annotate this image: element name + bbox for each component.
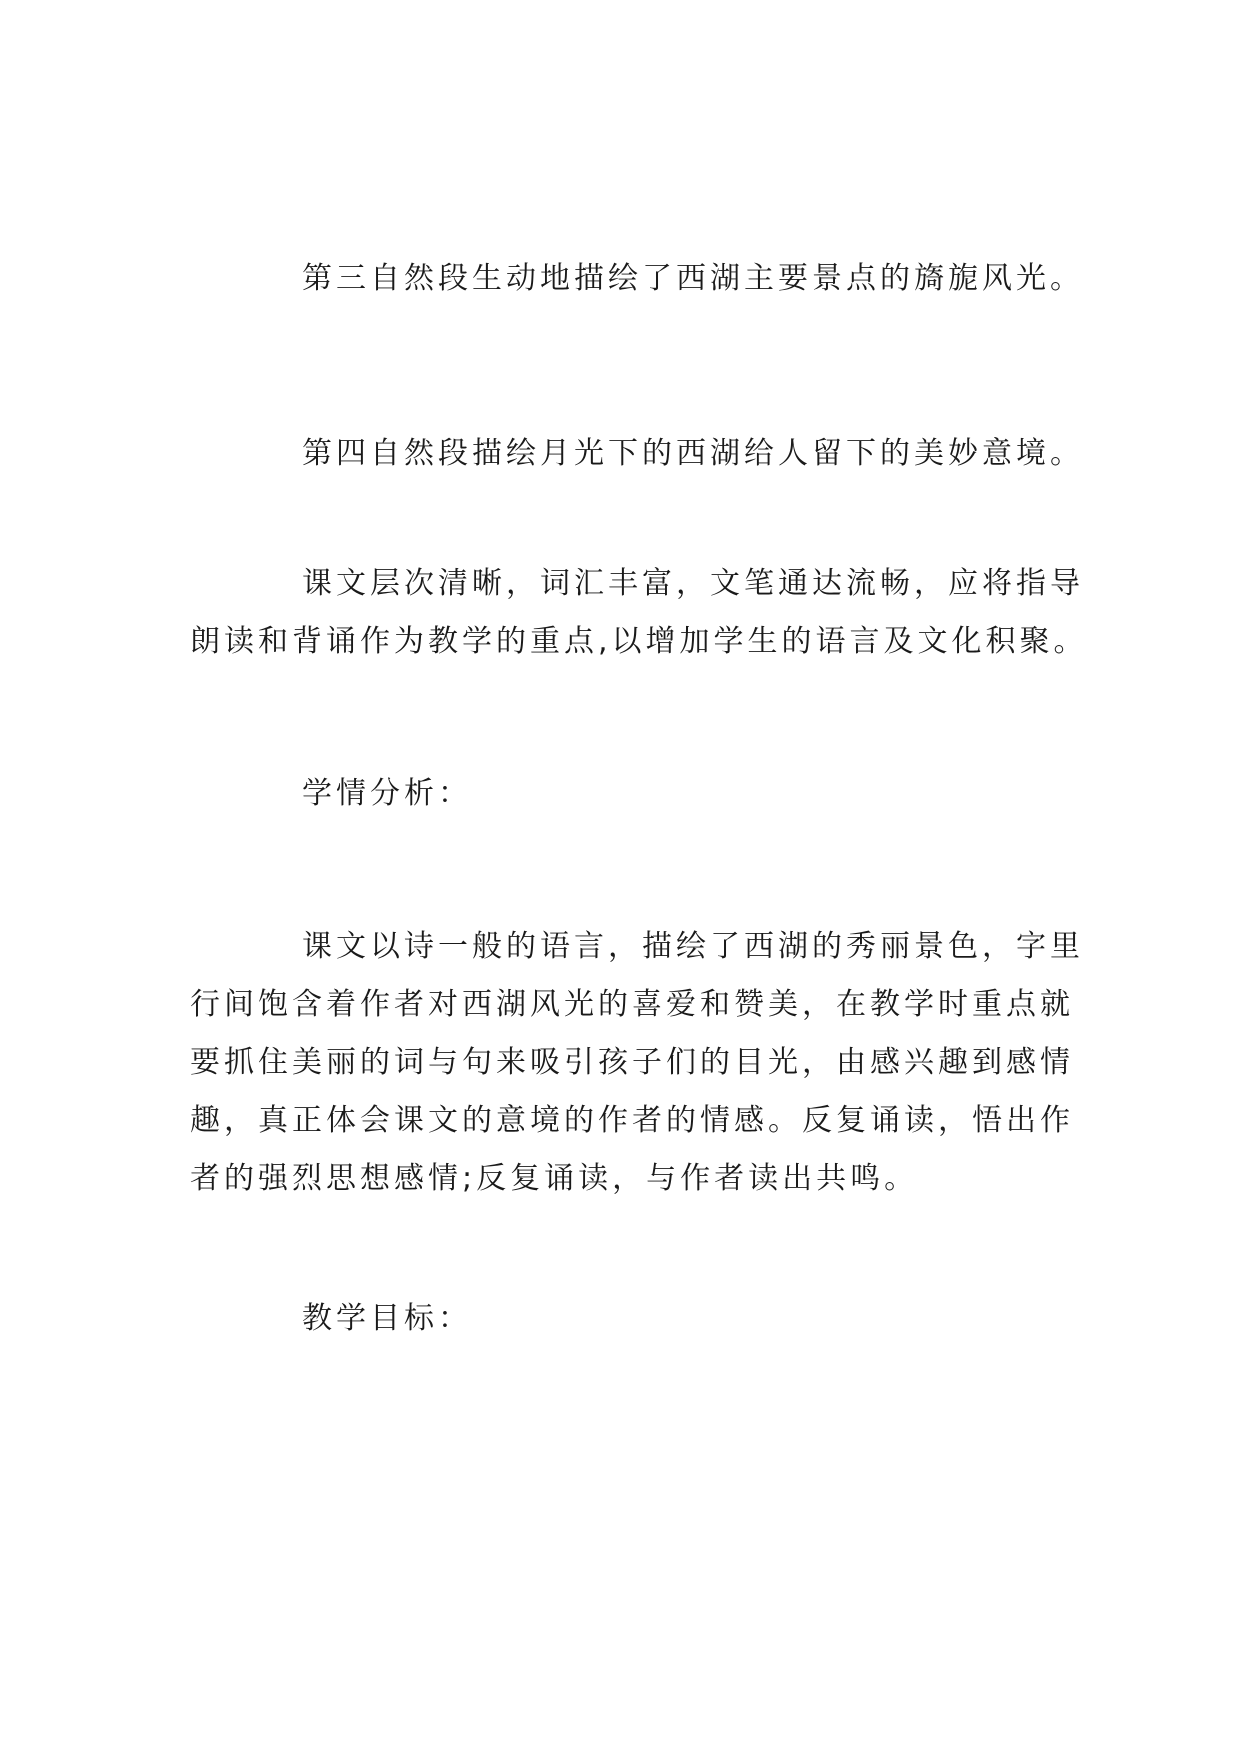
paragraph-line: 行间饱含着作者对西湖风光的喜爱和赞美，在教学时重点就 [190, 987, 1074, 1022]
paragraph-line: 第三自然段生动地描绘了西湖主要景点的旖旎风光。 [302, 261, 1084, 296]
paragraph-scenic-spots [190, 250, 1084, 308]
paragraph-line: 者的强烈思想感情;反复诵读，与作者读出共鸣。 [190, 1161, 919, 1196]
heading-learning-analysis [190, 765, 1050, 823]
paragraph-line: 朗读和背诵作为教学的重点,以增加学生的语言及文化积聚。 [190, 624, 1088, 659]
paragraph-moonlight [190, 425, 1084, 483]
paragraph-line: 要抓住美丽的词与句来吸引孩子们的目光，由感兴趣到感情 [190, 1045, 1074, 1080]
heading-text: 教学目标： [302, 1301, 472, 1336]
paragraph-line: 课文以诗一般的语言，描绘了西湖的秀丽景色，字里 [302, 929, 1084, 964]
paragraph-line: 课文层次清晰，词汇丰富，文笔通达流畅，应将指导 [302, 566, 1084, 601]
heading-text: 学情分析： [302, 776, 472, 811]
paragraph-text-structure [190, 555, 1088, 671]
paragraph-line: 第四自然段描绘月光下的西湖给人留下的美妙意境。 [302, 436, 1084, 471]
paragraph-learning-analysis [190, 918, 1084, 1208]
heading-teaching-goals [190, 1290, 1050, 1348]
paragraph-line: 趣，真正体会课文的意境的作者的情感。反复诵读，悟出作 [190, 1103, 1074, 1138]
